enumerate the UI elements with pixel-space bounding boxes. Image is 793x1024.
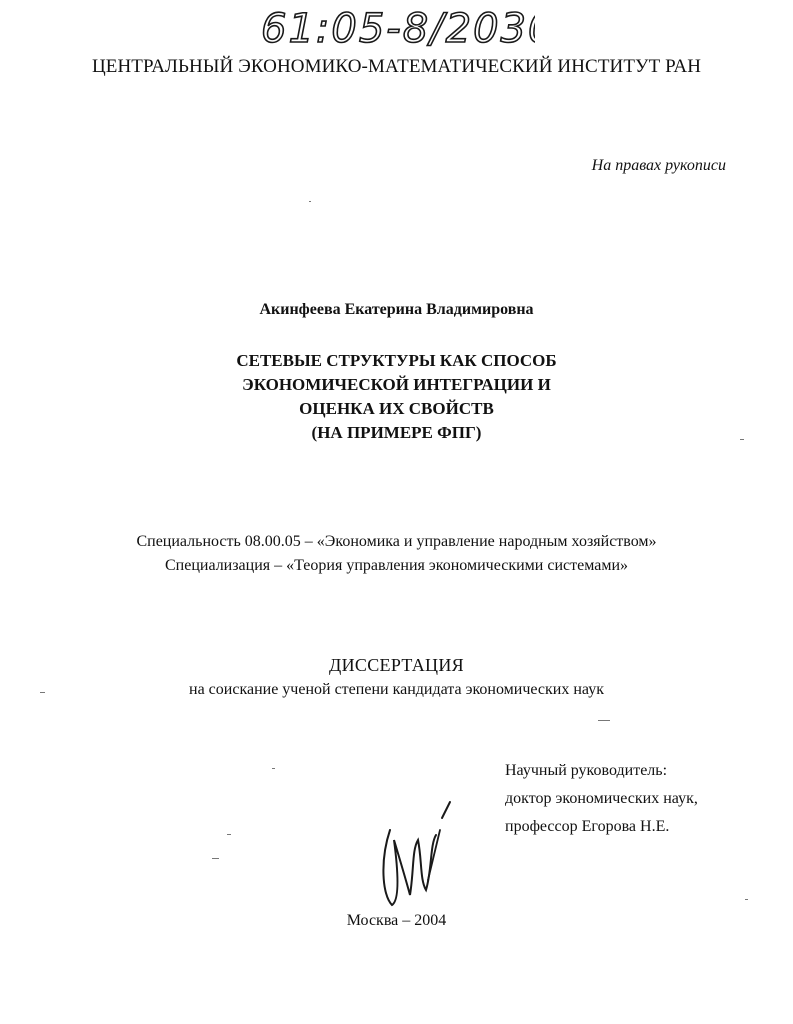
specialization-line: Специализация – «Теория управления экономическими системами»: [164, 557, 629, 574]
rights-note: На правах рукописи: [591, 157, 726, 174]
city-year: Москва – 2004: [346, 912, 447, 929]
dissertation-subtitle: на соискание ученой степени кандидата экономических наук: [189, 681, 604, 698]
institute-name: ЦЕНТРАЛЬНЫЙ ЭКОНОМИКО-МАТЕМАТИЧЕСКИЙ ИНСТИТУТ РАН: [91, 56, 702, 77]
scan-speck: [212, 858, 219, 859]
scan-speck: [740, 439, 744, 440]
advisor-name: профессор Егорова Н.Е.: [505, 818, 670, 835]
scan-speck: [598, 720, 610, 721]
advisor-block: [505, 757, 698, 841]
scan-speck: [745, 899, 748, 900]
scan-speck: [309, 201, 311, 202]
author-name: Акинфеева Екатерина Владимировна: [259, 301, 534, 318]
handwritten-code: [255, 0, 535, 52]
title-line-2: ЭКОНОМИЧЕСКОЙ ИНТЕГРАЦИИ И: [242, 375, 551, 394]
dissertation-title: [0, 349, 793, 445]
scan-speck: [40, 692, 45, 693]
signature: [370, 800, 460, 910]
title-line-4: (НА ПРИМЕРЕ ФПГ): [311, 423, 482, 442]
scan-speck: [272, 768, 275, 769]
scan-speck: [227, 834, 231, 835]
handwritten-code-text: 61:05-8/2030: [261, 6, 535, 52]
advisor-label: Научный руководитель:: [505, 762, 668, 779]
handwritten-code-graphic: [255, 0, 535, 52]
signature-graphic: [370, 800, 460, 910]
title-line-1: СЕТЕВЫЕ СТРУКТУРЫ КАК СПОСОБ: [236, 351, 557, 370]
title-line-3: ОЦЕНКА ИХ СВОЙСТВ: [299, 399, 494, 418]
specialty-block: [0, 530, 793, 578]
specialty-line: Специальность 08.00.05 – «Экономика и управление народным хозяйством»: [136, 533, 657, 550]
advisor-degree: доктор экономических наук,: [505, 790, 698, 807]
dissertation-heading: ДИССЕРТАЦИЯ: [329, 655, 464, 675]
